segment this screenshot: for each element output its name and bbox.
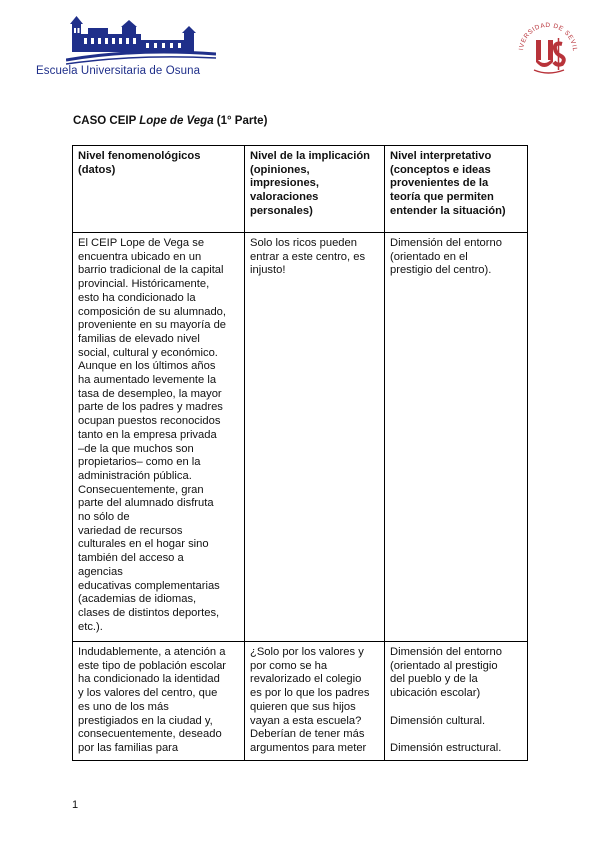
table-header-row	[73, 146, 528, 233]
universidad-sevilla-logo	[514, 14, 582, 82]
document-title	[73, 115, 267, 127]
header-nivel-fenomenologico: Nivel fenomenológicos (datos)	[73, 146, 245, 233]
case-analysis-table	[72, 145, 528, 761]
table-row	[73, 642, 528, 761]
osuna-building-logo-icon	[66, 14, 216, 66]
table-cell: Dimensión del entorno (orientado al prestigio del pueblo y de la ubicación escolar) Dimensión cultural. Dimensión estructural.	[385, 642, 528, 761]
title-suffix: (1° Parte)	[213, 115, 268, 127]
osuna-logo	[36, 14, 201, 80]
header-nivel-implicacion: Nivel de la implicación (opiniones, impresiones, valoraciones personales)	[245, 146, 385, 233]
table-cell: Indudablemente, a atención a este tipo de población escolar ha condicionado la identidad y los valores del centro, que es uno de los más prestigiados en la ciudad y, consecuentemente, deseado por las familias para	[73, 642, 245, 761]
table-row	[73, 233, 528, 642]
page-number: 1	[72, 799, 79, 811]
svg-text:UNIVERSIDAD DE SEVILLA	[514, 14, 578, 52]
osuna-logo-caption: Escuela Universitaria de Osuna	[36, 65, 201, 77]
university-seal-icon	[514, 14, 582, 82]
seal-text: IVERSIDAD DE SEVIL	[518, 22, 579, 52]
table-cell: Solo los ricos pueden entrar a este centro, es injusto!	[245, 233, 385, 642]
table-cell: El CEIP Lope de Vega se encuentra ubicado en un barrio tradicional de la capital provincial. Históricamente, esto ha condicionado la composición de su alumnado, proveniente en su mayoría de familias de elevado nivel social, cultural y económico. Aunque en los últimos años ha aumentado levemente la tasa de desempleo, la mayor parte de los padres y madres ocupan puestos reconocidos tanto en la empresa privada –de la que muchos son propietarios– como en la administración pública. Consecuentemente, gran parte del alumnado disfruta no sólo de variedad de recursos culturales en el hogar sino también del acceso a agencias educativas complementarias (academias de idiomas, clases de distintos deportes, etc.).	[73, 233, 245, 642]
table-cell: Dimensión del entorno (orientado en el prestigio del centro).	[385, 233, 528, 642]
header-nivel-interpretativo: Nivel interpretativo (conceptos e ideas provenientes de la teoría que permiten entender la situación)	[385, 146, 528, 233]
table-cell: ¿Solo por los valores y por como se ha revalorizado el colegio es por lo que los padres quieren que sus hijos vayan a esta escuela? Deberían de tener más argumentos para meter	[245, 642, 385, 761]
title-prefix: CASO CEIP	[73, 115, 140, 127]
title-italic: Lope de Vega	[139, 115, 214, 127]
